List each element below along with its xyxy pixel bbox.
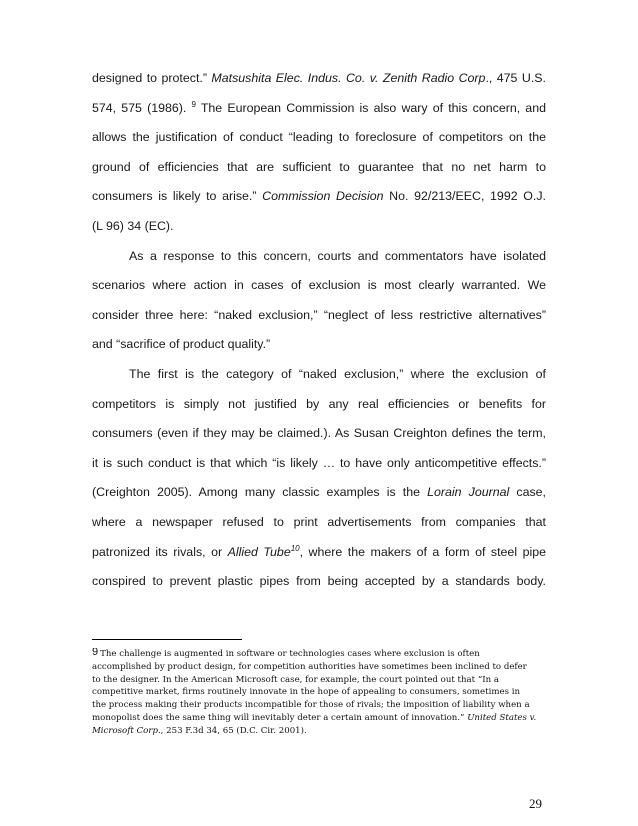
page-number: 29 <box>529 796 542 811</box>
text-line: conspired to prevent plastic pipes from being accepted by a standards body. <box>92 574 546 589</box>
footnote-line: accomplished by product design, for competition authorities have sometimes been inclined to defer <box>92 661 527 672</box>
footnote-line: monopolist does the same thing will inevitably deter a certain amount of innovation.” United States v. <box>92 712 537 723</box>
text-line: consumers (even if they may be claimed.). As Susan Creighton defines the term, <box>92 426 546 441</box>
text-line: scenarios where action in cases of exclusion is most clearly warranted. We <box>92 278 546 293</box>
footnote-number: 9 <box>92 648 99 658</box>
text-line: (Creighton 2005). Among many classic examples is the Lorain Journal case, <box>92 485 546 500</box>
footnote-line: to the designer. In the American Microsoft case, for example, the court pointed out that “In a <box>92 674 500 685</box>
text-line: designed to protect.” Matsushita Elec. Indus. Co. v. Zenith Radio Corp., 475 U.S. <box>92 71 546 85</box>
text-line: and “sacrifice of product quality.” <box>92 337 271 352</box>
text-line: consider three here: “naked exclusion,” “neglect of less restrictive alternatives” <box>92 307 546 322</box>
body-text <box>92 64 546 597</box>
text-line: consumers is likely to arise.” Commission Decision No. 92/213/EEC, 1992 O.J. <box>92 189 546 204</box>
text-line: (L 96) 34 (EC). <box>92 218 174 233</box>
footnote <box>92 648 550 738</box>
footnote-reference[interactable]: 9 <box>191 99 196 109</box>
text-line: competitors is simply not justified by any real efficiencies or benefits for <box>92 396 546 411</box>
footnote-line: $^9$ The challenge is augmented in software or technologies cases where exclusion is often <box>92 648 480 659</box>
footnote-line: competitive market, firms routinely innovate in the hope of appealing to consumers, sometimes in <box>92 687 520 698</box>
text-line: As a response to this concern, courts and commentators have isolated <box>129 248 546 263</box>
text-line: where a newspaper refused to print advertisements from companies that <box>92 514 546 529</box>
text-line: ground of efficiencies that are sufficient to guarantee that no net harm to <box>92 159 546 174</box>
text-line: patronized its rivals, or Allied Tube$^{10}$, where the makers of a form of steel pipe <box>92 543 546 559</box>
footnote-reference[interactable]: 10 <box>290 543 300 553</box>
text-line: allows the justification of conduct “leading to foreclosure of competitors on the <box>92 130 546 145</box>
text-line: it is such conduct is that which “is likely … to have only anticompetitive effects.” <box>92 455 546 470</box>
footnote-line: the process making their products incompatible for those of rivals; the imposition of liability when a <box>92 700 530 711</box>
text-line: 574, 575 (1986). $^9$ The European Commission is also wary of this concern, and <box>92 99 546 115</box>
text-line: The first is the category of “naked exclusion,” where the exclusion of <box>129 366 546 381</box>
footnote-divider <box>92 639 242 640</box>
footnote-line: Microsoft Corp., 253 F.3d 34, 65 (D.C. Cir. 2001). <box>92 725 307 736</box>
